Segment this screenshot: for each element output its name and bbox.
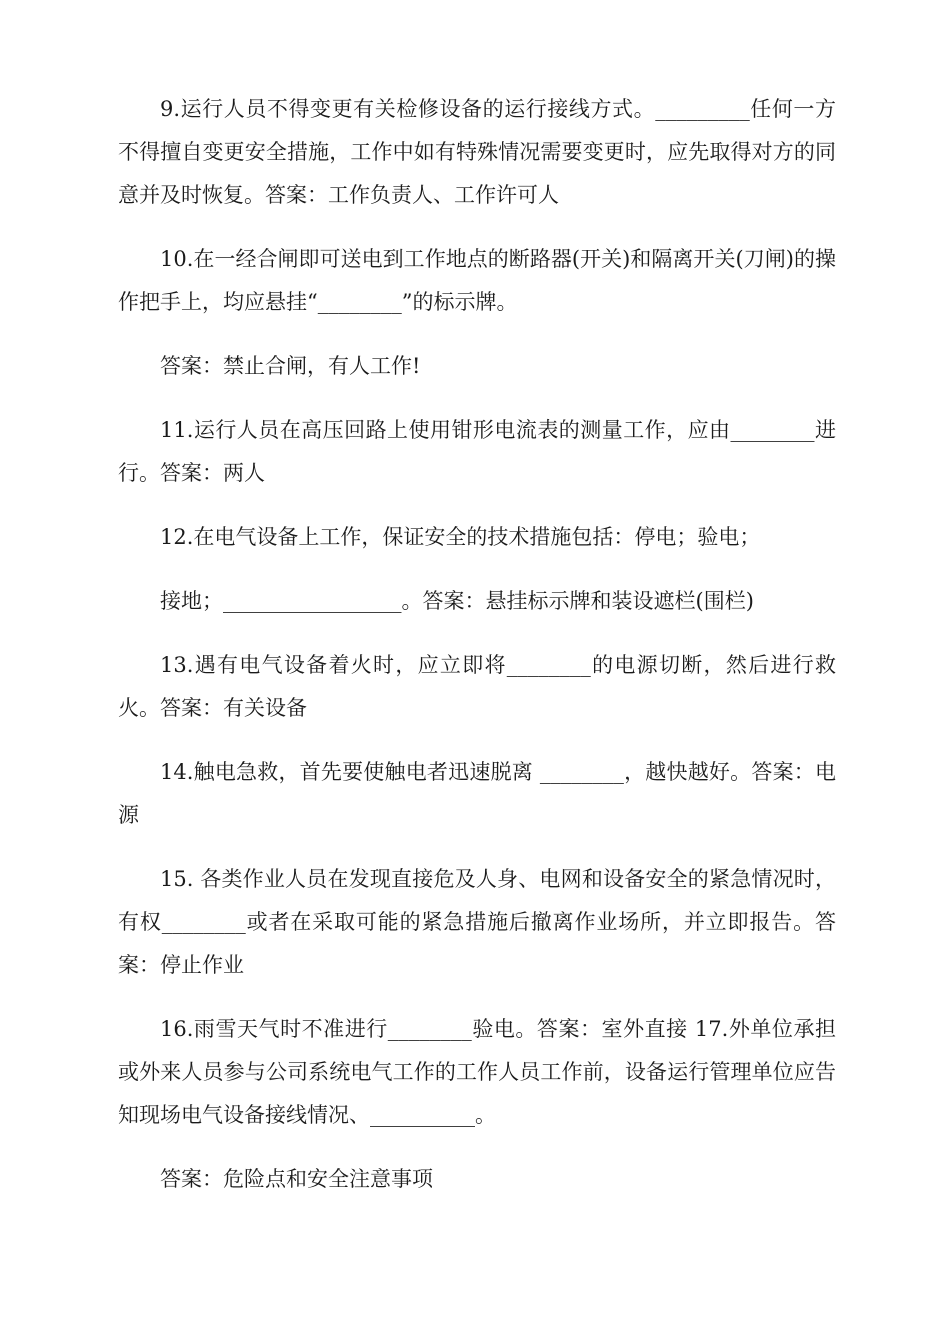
question-10: 10.在一经合闸即可送电到工作地点的断路器(开关)和隔离开关(刀闸)的操作把手上，均应悬挂“________”的标示牌。 <box>118 247 836 314</box>
answer-17: 答案：危险点和安全注意事项 <box>160 1167 433 1191</box>
question-11: 11.运行人员在高压回路上使用钳形电流表的测量工作，应由________进行。答案：两人 <box>118 418 836 485</box>
question-12: 12.在电气设备上工作，保证安全的技术措施包括：停电；验电； <box>160 525 761 549</box>
question-16-17: 16.雨雪天气时不准进行________验电。答案：室外直接 17.外单位承担或外来人员参与公司系统电气工作的工作人员工作前，设备运行管理单位应告知现场电气设备接线情况、__________。 <box>118 1017 836 1127</box>
question-13: 13.遇有电气设备着火时，应立即将________的电源切断，然后进行救火。答案：有关设备 <box>118 653 836 720</box>
question-14: 14.触电急救，首先要使触电者迅速脱离 ________，越快越好。答案：电源 <box>118 760 836 827</box>
question-9: 9.运行人员不得变更有关检修设备的运行接线方式。_________任何一方不得擅自变更安全措施，工作中如有特殊情况需要变更时，应先取得对方的同意并及时恢复。答案：工作负责人、工作许可人 <box>118 97 836 207</box>
question-15: 15. 各类作业人员在发现直接危及人身、电网和设备安全的紧急情况时，有权________或者在采取可能的紧急措施后撤离作业场所，并立即报告。答案：停止作业 <box>118 867 836 977</box>
answer-10: 答案：禁止合闸，有人工作! <box>160 354 421 378</box>
document-page <box>118 88 836 1222</box>
question-12-continued: 接地；_________________。答案：悬挂标示牌和装设遮栏(围栏) <box>160 589 754 613</box>
